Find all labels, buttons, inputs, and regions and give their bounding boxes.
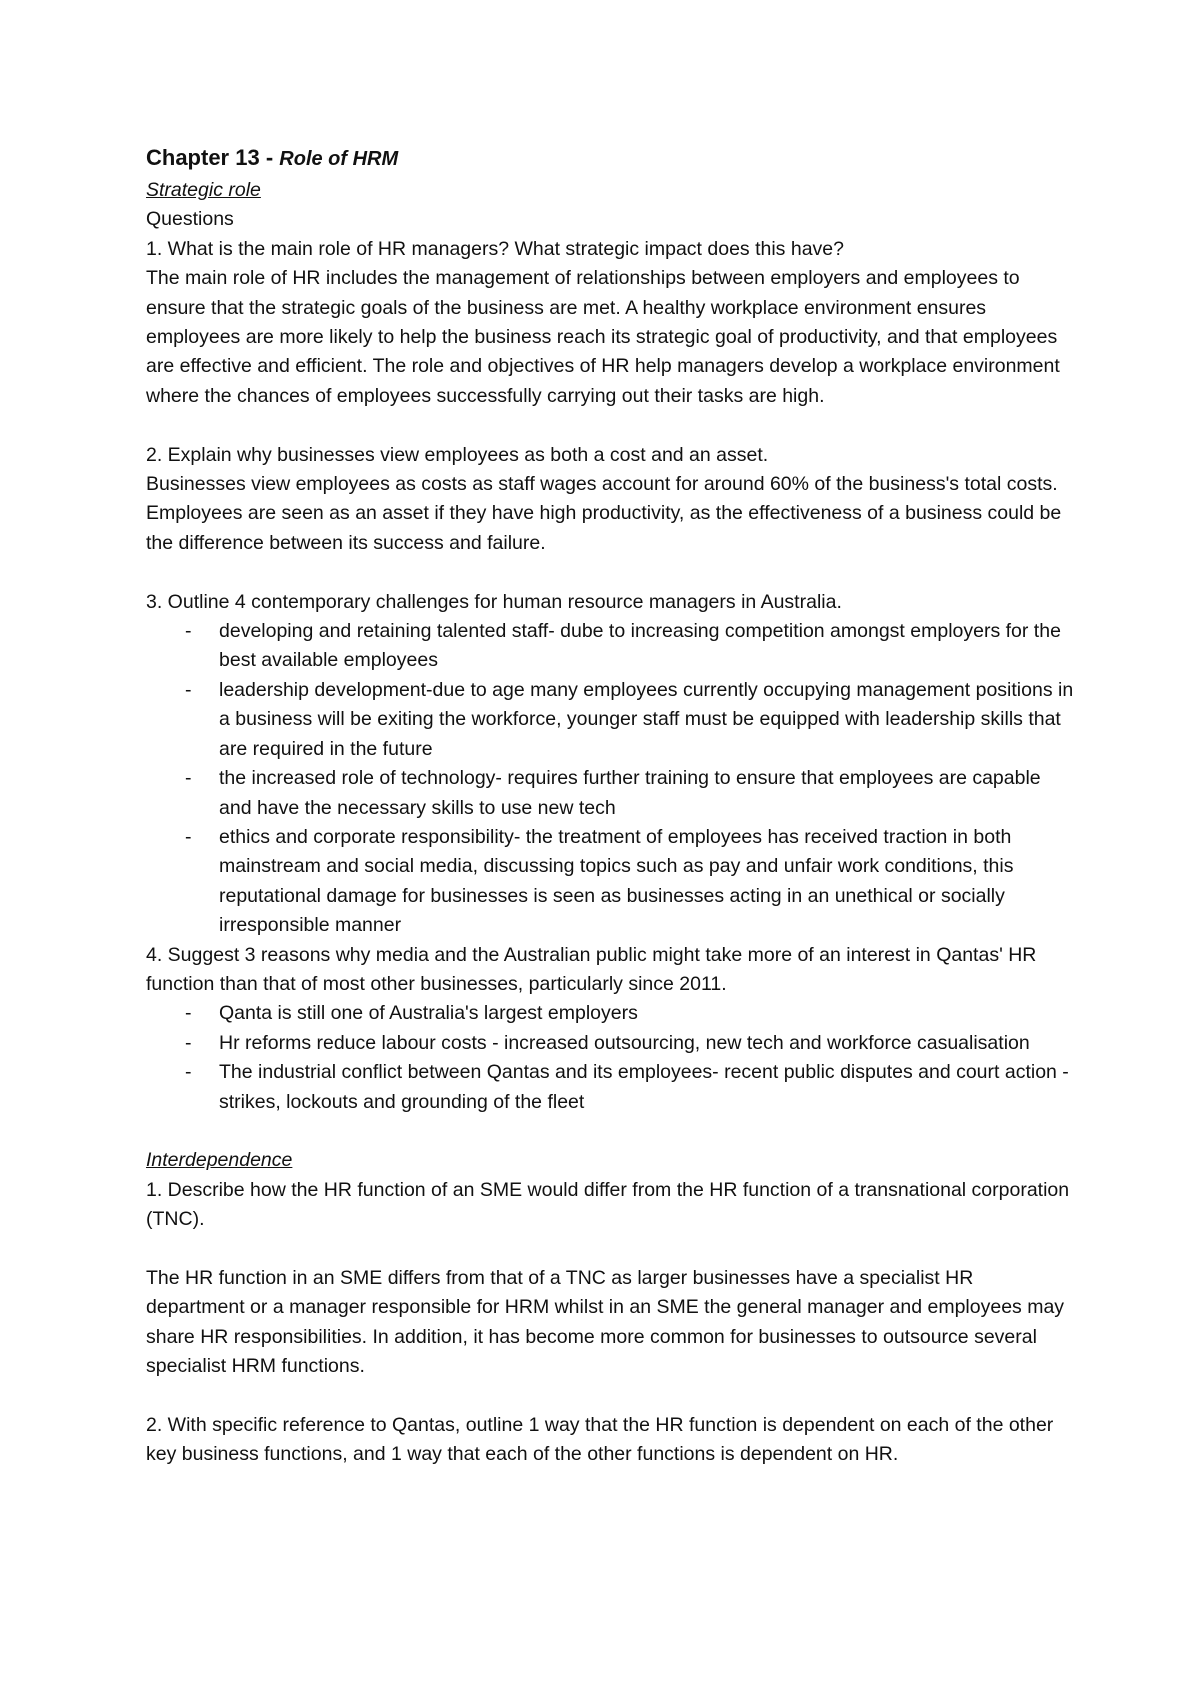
strategic-question-2: 2. Explain why businesses view employees as both a cost and an asset. <box>146 443 769 466</box>
dash-bullet: - <box>185 825 192 848</box>
strategic-question-4: 4. Suggest 3 reasons why media and the Australian public might take more of an interest in Qantas' HR function than that of most other businesses, particularly since 2011. <box>146 943 1037 995</box>
spacer <box>146 558 1076 587</box>
strategic-question-3: 3. Outline 4 contemporary challenges for human resource managers in Australia. <box>146 590 842 613</box>
dash-bullet: - <box>185 767 192 790</box>
list-item-text: ethics and corporate responsibility- the treatment of employees has received traction in both mainstream and social media, discussing topics such as pay and unfair work conditions, this reputational damage for businesses is seen as businesses acting in an unethical or socially irresponsible manner <box>219 825 1014 937</box>
list-item-text: leadership development-due to age many employees currently occupying management positions in a business will be exiting the workforce, younger staff must be equipped with leadership skills that are required in the future <box>219 678 1074 760</box>
document-page <box>146 143 1076 1470</box>
spacer <box>146 411 1076 440</box>
section-heading-strategic: Strategic role <box>146 179 261 201</box>
dash-bullet: - <box>185 620 192 643</box>
section-heading-interdependence: Interdependence <box>146 1149 293 1172</box>
interdependence-question-1: 1. Describe how the HR function of an SME would differ from the HR function of a transnational corporation (TNC). <box>146 1178 1070 1231</box>
list-item-text: The industrial conflict between Qantas and its employees- recent public disputes and court action - strikes, lockouts and grounding of the fleet <box>219 1061 1069 1113</box>
dash-bullet: - <box>185 1061 192 1084</box>
list-item-text: the increased role of technology- requires further training to ensure that employees are capable and have the necessary skills to use new tech <box>219 767 1041 819</box>
list-item <box>146 999 1076 1028</box>
list-item <box>146 1029 1076 1058</box>
list-item <box>146 617 1076 676</box>
spacer <box>146 1117 1076 1146</box>
strategic-answer-2: Businesses view employees as costs as staff wages account for around 60% of the business's total costs. Employees are seen as an asset if they have high productivity, as the effectiveness of a business could be the difference between its success and failure. <box>146 473 1062 554</box>
dash-bullet: - <box>185 678 192 701</box>
list-item <box>146 676 1076 764</box>
list-item-text: Hr reforms reduce labour costs - increased outsourcing, new tech and workforce casualisation <box>219 1031 1030 1054</box>
interdependence-answer-1: The HR function in an SME differs from that of a TNC as larger businesses have a specialist HR department or a manager responsible for HRM whilst in an SME the general manager and employees may share HR responsibilities. In addition, it has become more common for businesses to outsource several specialist HRM functions. <box>146 1266 1065 1378</box>
strategic-question-1: 1. What is the main role of HR managers? What strategic impact does this have? <box>146 237 844 260</box>
challenges-list <box>146 617 1076 940</box>
list-item <box>146 823 1076 941</box>
list-item-text: developing and retaining talented staff- dube to increasing competition amongst employers for the best available employees <box>219 620 1061 672</box>
chapter-subtitle: Role of HRM <box>279 148 399 170</box>
list-item-text: Qanta is still one of Australia's largest employers <box>219 1002 638 1025</box>
list-item <box>146 1058 1076 1117</box>
strategic-answer-1: The main role of HR includes the management of relationships between employers and employees to ensure that the strategic goals of the business are met. A healthy workplace environment ensures employees are more likely to help the business reach its strategic goal of productivity, and that employees are effective and efficient. The role and objectives of HR help managers develop a workplace environment where the chances of employees successfully carrying out their tasks are high. <box>146 267 1060 407</box>
questions-label: Questions <box>146 208 234 231</box>
dash-bullet: - <box>185 1002 192 1025</box>
page-title <box>146 143 1076 174</box>
title-separator: - <box>259 145 280 170</box>
list-item <box>146 764 1076 823</box>
chapter-label: Chapter 13 <box>146 145 260 170</box>
dash-bullet: - <box>185 1031 192 1054</box>
interdependence-question-2: 2. With specific reference to Qantas, outline 1 way that the HR function is dependent on each of the other key business functions, and 1 way that each of the other functions is dependent on HR. <box>146 1413 1054 1466</box>
spacer <box>146 1382 1076 1411</box>
spacer <box>146 1235 1076 1264</box>
qantas-reasons-list <box>146 999 1076 1117</box>
